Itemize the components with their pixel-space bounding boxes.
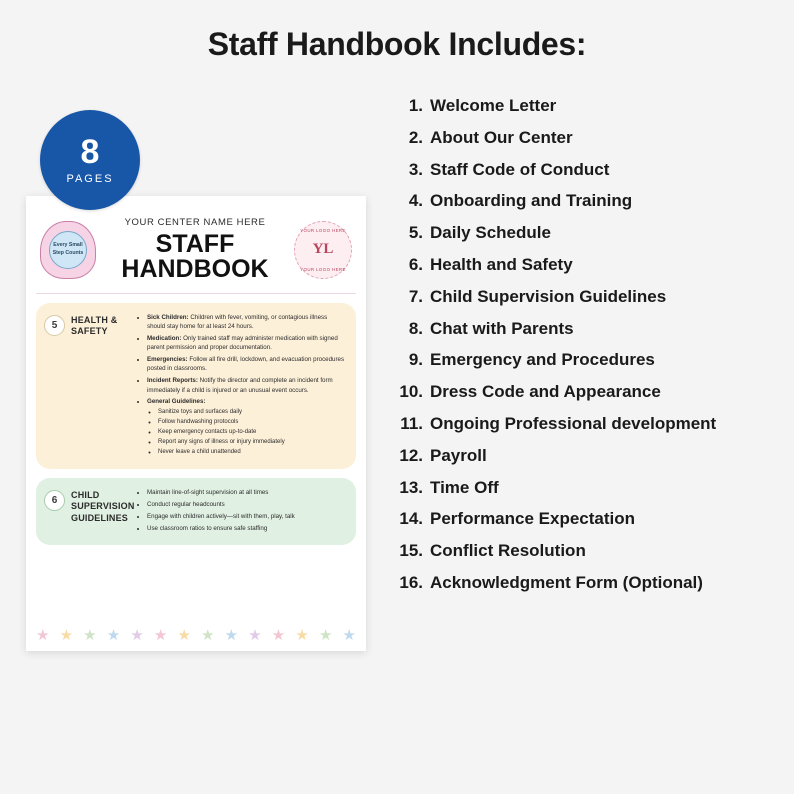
list-item <box>396 414 776 434</box>
list-item-label: Performance Expectation <box>430 509 636 529</box>
list-item-number: 8. <box>408 318 423 338</box>
section-child-supervision <box>36 478 356 545</box>
sub-bullet-item: ◦ Report any signs of illness or injury immediately <box>158 438 346 447</box>
star-icon: ★ <box>342 627 356 644</box>
sub-bullet-item: ◦ Follow handwashing protocols <box>158 418 346 427</box>
list-item-label: Child Supervision Guidelines <box>430 286 667 306</box>
handbook-title-line1: STAFF <box>155 229 235 258</box>
your-logo-placeholder-icon <box>294 221 352 279</box>
star-icon: ★ <box>36 627 50 644</box>
center-logo-icon <box>40 221 96 279</box>
star-icon: ★ <box>318 627 333 644</box>
page-count-badge <box>40 110 140 210</box>
list-item-number: 16. <box>399 572 423 592</box>
page-count-number: 8 <box>80 133 100 171</box>
list-item-number: 11. <box>400 413 423 433</box>
list-item-number: 14. <box>399 509 423 529</box>
star-icon: ★ <box>59 627 74 644</box>
list-item <box>396 223 776 243</box>
logo-initials: YL <box>312 241 334 257</box>
star-icon: ★ <box>83 627 97 644</box>
handbook-preview <box>26 133 366 651</box>
page-title: Staff Handbook Includes: <box>207 26 587 62</box>
section-body <box>130 488 346 535</box>
list-item <box>396 382 776 402</box>
list-item <box>396 541 776 561</box>
list-item <box>396 191 776 211</box>
list-item-label: Emergency and Procedures <box>430 350 655 370</box>
logo-ring-top-text: YOUR LOGO HERE <box>300 227 346 233</box>
bullet-item <box>147 334 346 353</box>
handbook-cover-page <box>26 196 366 651</box>
list-item-number: 7. <box>408 286 423 306</box>
bullet-item: • Use classroom ratios to ensure safe staffing <box>147 524 346 533</box>
bullet-text: Only trained staff may administer medication with signed parent permission and proper documentation. <box>147 335 338 352</box>
center-name: YOUR CENTER NAME HERE <box>124 216 266 228</box>
section-health-safety <box>36 303 356 469</box>
list-item-number: 10. <box>399 382 423 402</box>
list-item <box>396 319 776 339</box>
star-icon: ★ <box>271 627 286 644</box>
sub-bullet-item: ◦ Never leave a child unattended <box>158 448 346 457</box>
list-item-label: Payroll <box>430 445 487 465</box>
list-item-number: 2. <box>408 127 423 147</box>
bullet-item <box>147 313 346 332</box>
star-icon: ★ <box>177 627 191 644</box>
center-logo-text: Every Small Step Counts <box>49 231 87 269</box>
star-decoration-row <box>36 628 356 643</box>
section-sub-bullet-list <box>147 408 346 457</box>
list-item-number: 3. <box>408 159 423 179</box>
page-count-label: PAGES <box>66 173 114 185</box>
bullet-item: • Conduct regular headcounts <box>147 500 346 509</box>
section-name: HEALTH & SAFETY <box>71 315 118 337</box>
sub-bullet-item: ◦ Keep emergency contacts up-to-date <box>158 428 346 437</box>
bullet-item <box>147 397 346 456</box>
section-number: 6 <box>44 490 65 511</box>
bullet-text: Children with fever, vomiting, or contagious illness should stay home for at least 24 hours. <box>147 314 328 331</box>
list-item-number: 1. <box>408 96 423 115</box>
list-item-number: 9. <box>408 350 423 370</box>
list-item-label: Ongoing Professional development <box>430 413 717 433</box>
list-item-number: 12. <box>399 445 423 465</box>
list-item-label: Time Off <box>430 477 499 497</box>
star-icon: ★ <box>153 627 168 644</box>
star-icon: ★ <box>295 627 309 644</box>
star-icon: ★ <box>201 627 215 644</box>
bullet-lead: General Guidelines: <box>147 398 206 406</box>
list-item <box>396 160 776 180</box>
list-item-label: Onboarding and Training <box>430 191 633 211</box>
contents-list <box>396 96 776 605</box>
list-item-label: Acknowledgment Form (Optional) <box>430 572 703 592</box>
bullet-text: Notify the director and complete an incident form immediately if a child is injured or an unusual event occurs. <box>147 377 333 394</box>
section-name: CHILD SUPERVISION GUIDELINES <box>71 490 135 523</box>
bullet-item <box>147 376 346 395</box>
list-item-label: Conflict Resolution <box>430 541 586 561</box>
list-item <box>396 478 776 498</box>
list-item <box>396 573 776 593</box>
list-item <box>396 509 776 529</box>
list-item-label: Health and Safety <box>430 254 573 274</box>
list-item <box>396 96 776 116</box>
bullet-lead: Medication: <box>147 335 182 343</box>
list-item-number: 5. <box>408 223 423 243</box>
bullet-lead: Emergencies: <box>147 356 188 364</box>
section-bullet-list <box>136 488 346 533</box>
sub-bullet-item: ◦ Sanitize toys and surfaces daily <box>158 408 346 417</box>
bullet-item: • Engage with children actively—sit with them, play, talk <box>147 512 346 521</box>
list-item <box>396 446 776 466</box>
list-item <box>396 128 776 148</box>
list-item-label: Dress Code and Appearance <box>430 382 661 402</box>
list-item-number: 6. <box>408 254 423 274</box>
handbook-header <box>36 206 356 294</box>
section-header <box>44 488 135 535</box>
section-body <box>130 313 346 459</box>
list-item <box>396 255 776 275</box>
star-icon: ★ <box>106 627 121 644</box>
list-item-label: Chat with Parents <box>430 318 574 338</box>
logo-ring-bottom-text: YOUR LOGO HERE <box>300 266 346 272</box>
bullet-item <box>147 355 346 374</box>
bullet-text: Follow all fire drill, lockdown, and evacuation procedures posted in classrooms. <box>147 356 345 373</box>
list-item-number: 4. <box>408 191 423 211</box>
list-item <box>396 350 776 370</box>
section-header <box>44 313 130 459</box>
list-item-label: Staff Code of Conduct <box>430 159 610 179</box>
star-icon: ★ <box>224 627 239 644</box>
handbook-title-line2: HANDBOOK <box>121 255 269 283</box>
star-icon: ★ <box>130 627 144 644</box>
list-item-number: 15. <box>399 541 423 561</box>
handbook-title-block <box>96 217 294 283</box>
bullet-lead: Sick Children: <box>147 314 189 321</box>
list-item <box>396 287 776 307</box>
section-number: 5 <box>44 315 65 336</box>
star-icon: ★ <box>248 627 262 644</box>
bullet-item: • Maintain line-of-sight supervision at all times <box>147 488 346 497</box>
list-item-label: Welcome Letter <box>430 96 557 115</box>
list-item-label: About Our Center <box>430 127 573 147</box>
list-item-label: Daily Schedule <box>430 223 551 243</box>
section-bullet-list <box>136 313 346 457</box>
list-item-number: 13. <box>399 477 423 497</box>
bullet-lead: Incident Reports: <box>147 377 198 385</box>
